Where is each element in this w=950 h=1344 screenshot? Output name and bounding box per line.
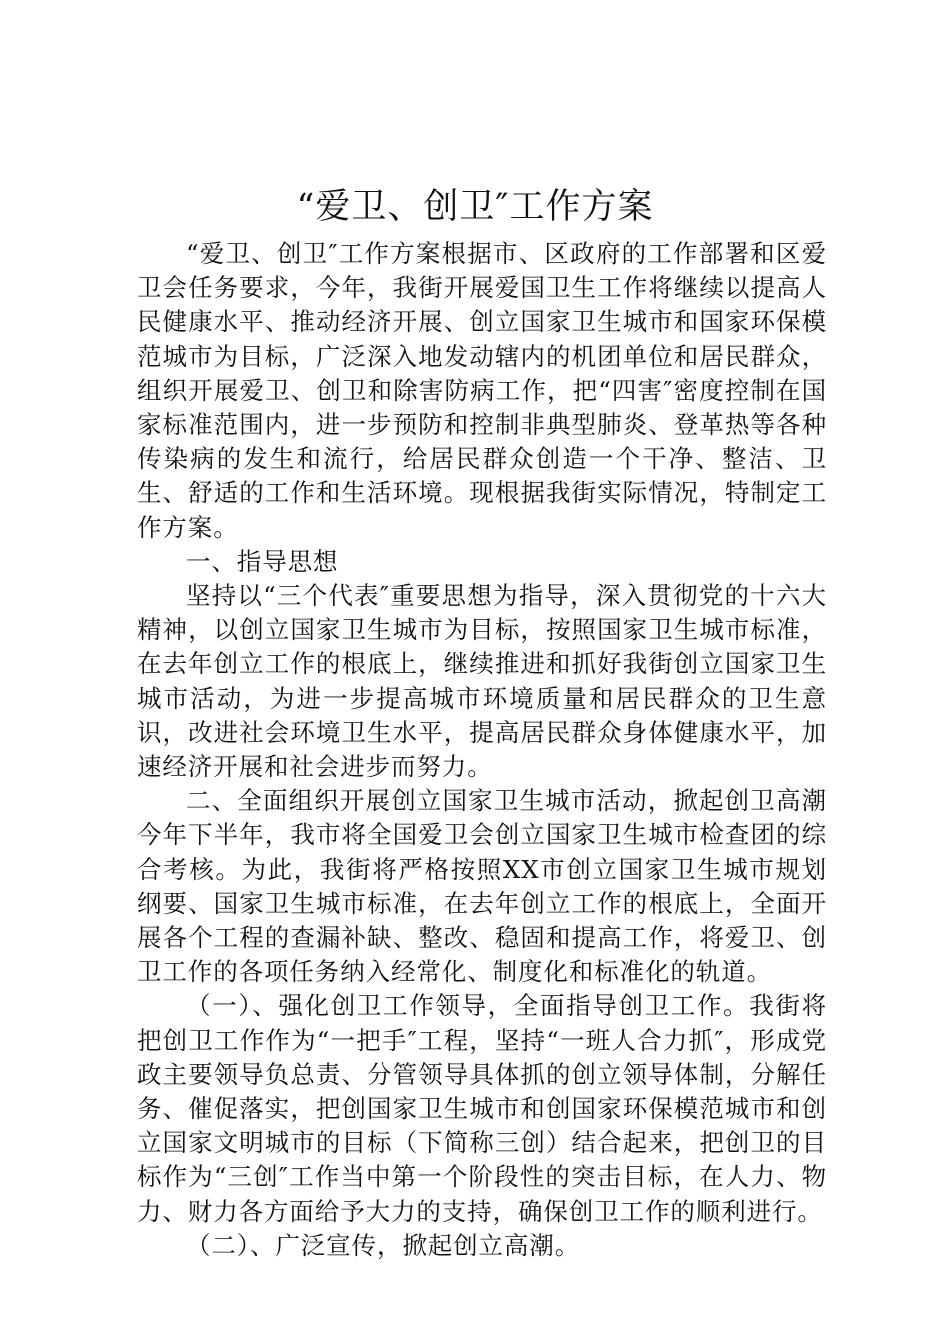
section-two-paragraph: 二、全面组织开展创立国家卫生城市活动，掀起创卫高潮今年下半年，我市将全国爱卫会创立国家卫生城市检查团的综合考核。为此，我街将严格按照XX市创立国家卫生城市规划纲要、国家卫生城市标准，在去年创立工作的根底上，全面开展各个工程的查漏补缺、整改、稳固和提高工作，将爱卫、创卫工作的各项任务纳入经常化、制度化和标准化的轨道。 [137,786,827,987]
subsection-one-paragraph: （一）、强化创卫工作领导，全面指导创卫工作。我街将把创卫工作作为“一把手″工程，坚持“一班人合力抓″，形成党政主要领导负总责、分管领导具体抓的创立领导体制，分解任务、催促落实，把创国家卫生城市和创国家环保模范城市和创立国家文明城市的目标（下简称三创）结合起来，把创卫的目标作为“三创″工作当中第一个阶段性的突击目标，在人力、物力、财力各方面给予大力的支持，确保创卫工作的顺利进行。 [137,991,827,1226]
subsection-two-heading: （二）、广泛宣传，掀起创立高潮。 [186,1230,581,1260]
document-title: “爱卫、创卫″工作方案 [296,187,654,227]
intro-paragraph: “爱卫、创卫″工作方案根据市、区政府的工作部署和区爱卫会任务要求，今年，我街开展爱国卫生工作将继续以提高人民健康水平、推动经济开展、创立国家卫生城市和国家环保模范城市为目标，广泛深入地发动辖内的机团单位和居民群众，组织开展爱卫、创卫和除害防病工作，把“四害″密度控制在国家标准范围内，进一步预防和控制非典型肺炎、登革热等各种传染病的发生和流行，给居民群众创造一个干净、整洁、卫生、舒适的工作和生活环境。现根据我街实际情况，特制定工作方案。 [137,239,827,542]
section-heading-guiding-ideology: 一、指导思想 [186,546,339,576]
document-body [137,237,827,1263]
guiding-ideology-paragraph: 坚持以“三个代表″重要思想为指导，深入贯彻党的十六大精神，以创立国家卫生城市为目标，按照国家卫生城市标准，在去年创立工作的根底上，继续推进和抓好我街创立国家卫生城市活动，为进一步提高城市环境质量和居民群众的卫生意识，改进社会环境卫生水平，提高居民群众身体健康水平，加速经济开展和社会进步而努力。 [137,581,827,782]
